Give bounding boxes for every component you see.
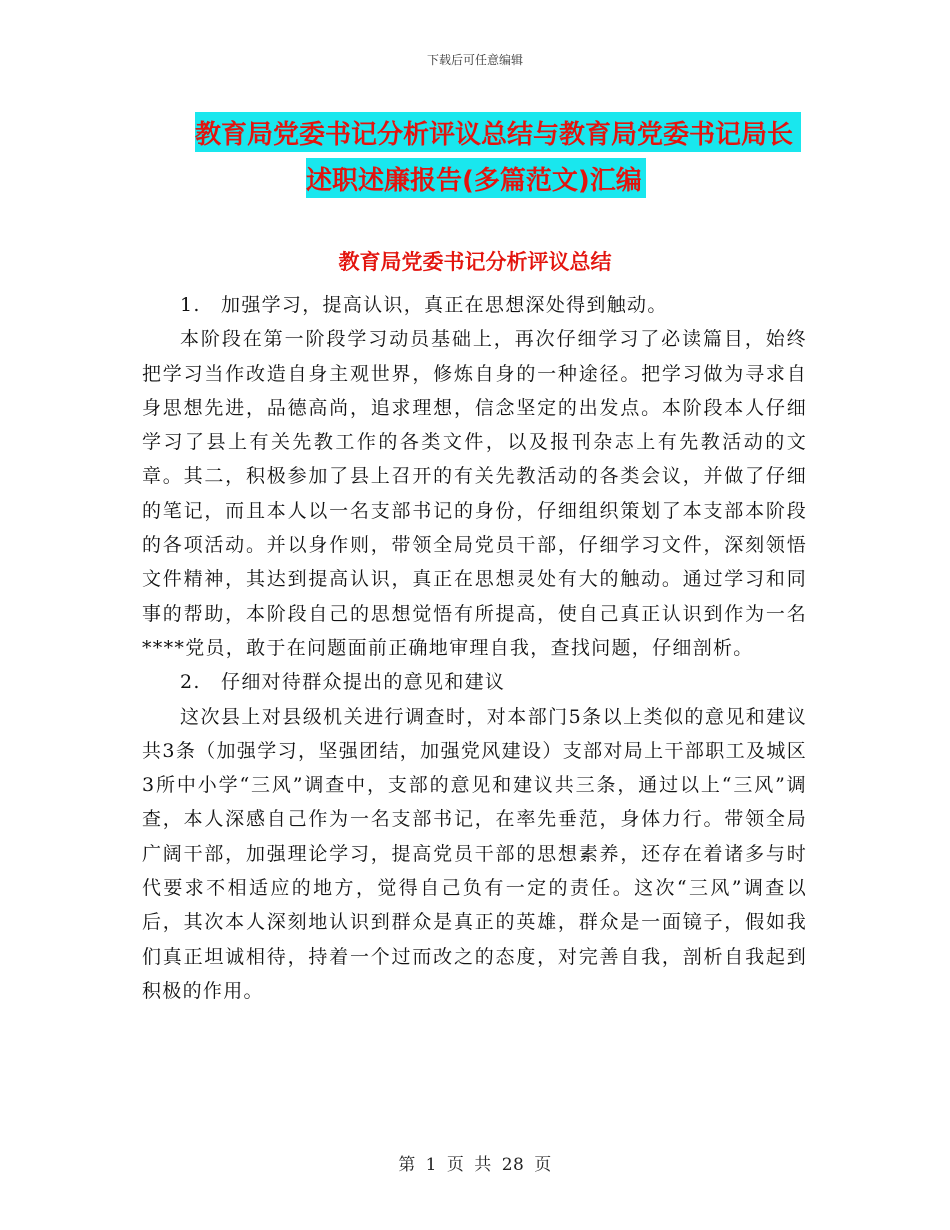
- total-label: 共: [474, 1155, 492, 1175]
- page-unit: 页: [446, 1155, 465, 1175]
- section-title: 教育局党委书记分析评议总结: [338, 250, 612, 274]
- body-paragraph-1: 本阶段在第一阶段学习动员基础上，再次仔细学习了必读篇目，始终把学习当作改造自身主观世界，修炼自身的一种途径。把学习做为寻求自身思想先进，品德高尚，追求理想，信念坚定的出发点。本阶段本人仔细学习了县上有关先教工作的各类文件，以及报刊杂志上有先教活动的文章。其二，积极参加了县上召开的有关先教活动的各类会议，并做了仔细的笔记，而且本人以一名支部书记的身份，仔细组织策划了本支部本阶段的各项活动。并以身作则，带领全局党员干部，仔细学习文件，深刻领悟文件精神，其达到提高认识，真正在思想灵处有大的触动。通过学习和同事的帮助，本阶段自己的思想觉悟有所提高，使自己真正认识到作为一名****党员，敢于在问题面前正确地审理自我，查找问题，仔细剖析。: [142, 328, 807, 659]
- total-pages: 28: [501, 1155, 525, 1175]
- numbered-heading-2: 2. 仔细对待群众提出的意见和建议: [180, 671, 506, 694]
- page-number: 1: [425, 1155, 437, 1175]
- numbered-heading-1: 1. 加强学习，提高认识，真正在思想深处得到触动。: [180, 294, 668, 316]
- document-body: [142, 288, 807, 1008]
- page-header: 下载后可任意编辑: [426, 53, 523, 67]
- total-unit: 页: [534, 1155, 552, 1175]
- document-title-line-1: 教育局党委书记分析评议总结与教育局党委书记局长: [195, 112, 801, 152]
- page-label: 第: [398, 1155, 416, 1175]
- document-title-line-2: 述职述廉报告(多篇范文)汇编: [306, 158, 646, 198]
- body-paragraph-2: 这次县上对县级机关进行调查时，对本部门5条以上类似的意见和建议共3条（加强学习，坚强团结，加强党风建设）支部对局上干部职工及城区3所中小学“三风”调查中，支部的意见和建议共三条，通过以上“三风”调查，本人深感自己作为一名支部书记，在率先垂范，身体力行。带领全局广阔干部，加强理论学习，提高党员干部的思想素养，还存在着诸多与时代要求不相适应的地方，觉得自己负有一定的责任。这次“三风”调查以后，其次本人深刻地认识到群众是真正的英雄，群众是一面镜子，假如我们真正坦诚相待，持着一个过而改之的态度，对完善自我，剖析自我起到积极的作用。: [142, 705, 807, 1002]
- page-footer: [0, 1154, 950, 1176]
